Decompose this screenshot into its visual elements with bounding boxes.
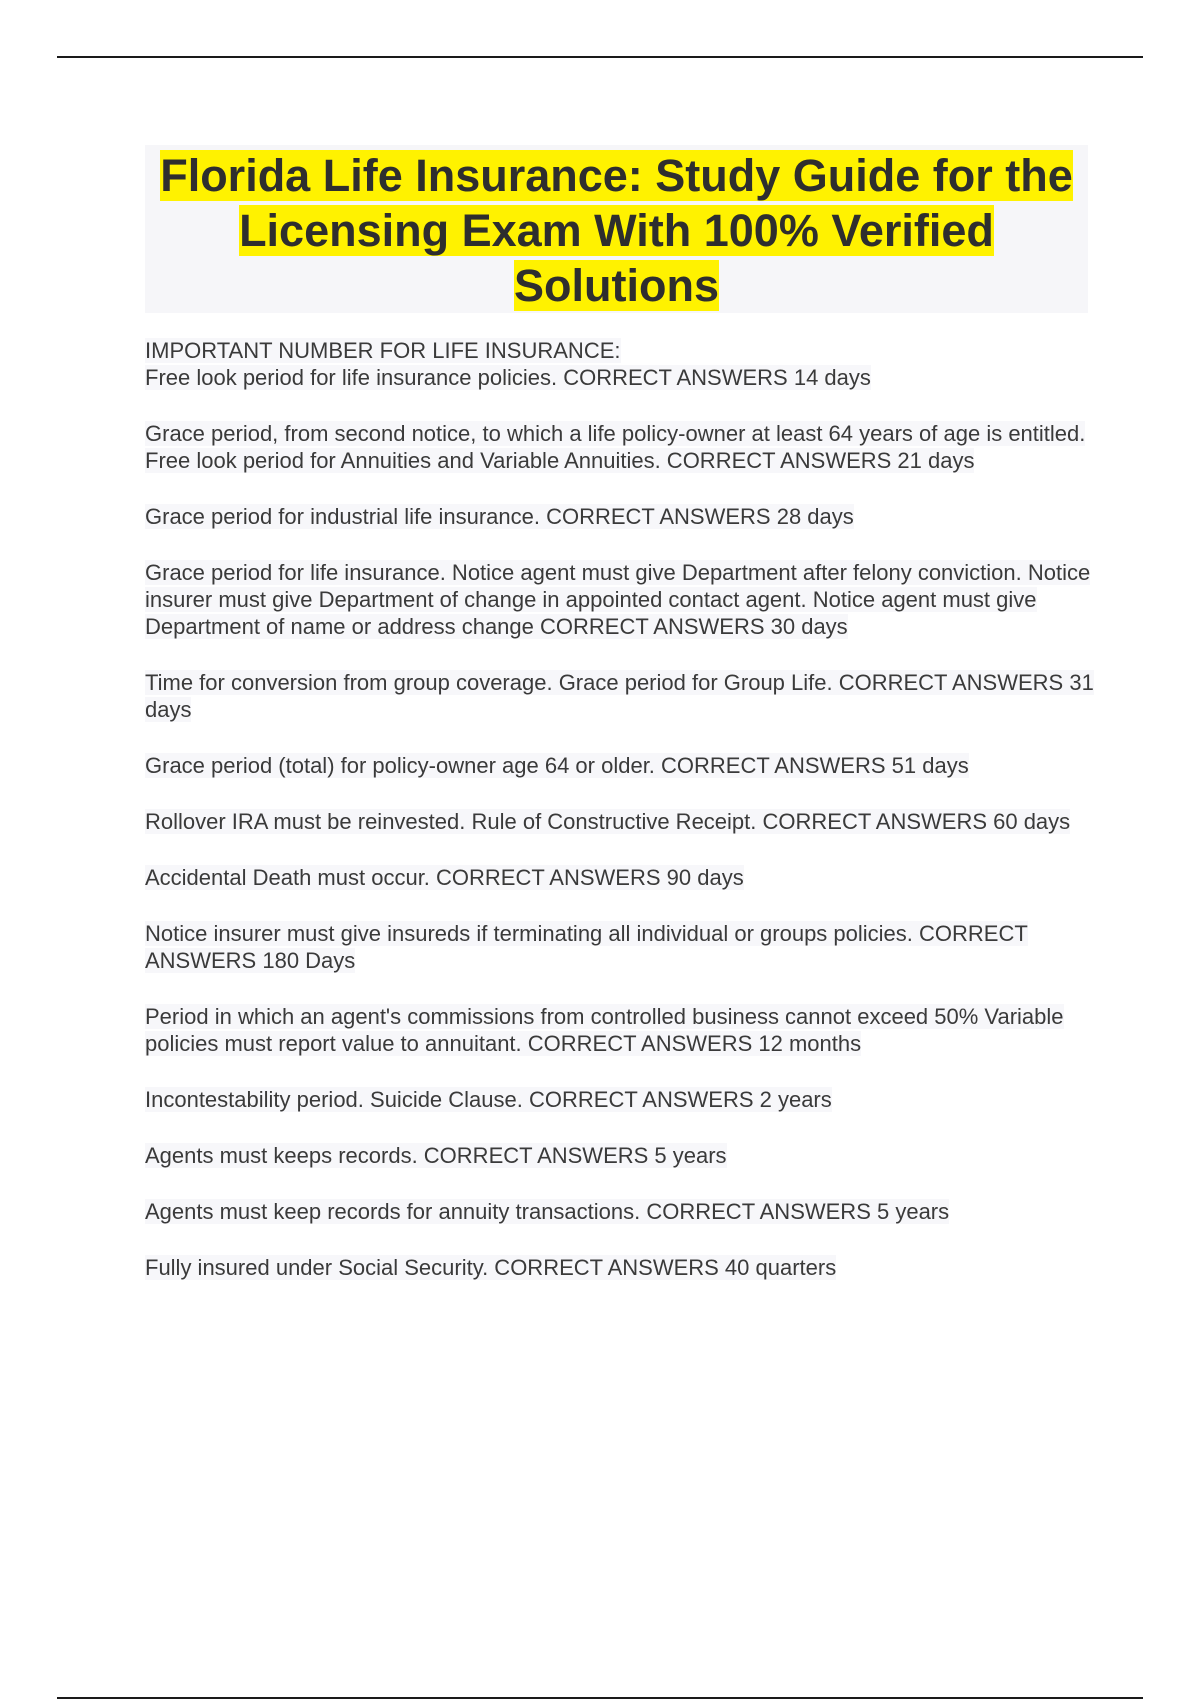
entry-text: Time for conversion from group coverage. Grace period for Group Life. CORRECT ANSWERS 31 days [145,670,1094,722]
entry-text: Grace period, from second notice, to which a life policy-owner at least 64 years of age is entitled. Free look period for Annuities and Variable Annuities. CORRECT ANSWERS 21 days [145,421,1086,473]
entry-paragraph [145,503,1095,530]
entry-paragraph [145,364,1095,391]
entry-text: Period in which an agent's commissions from controlled business cannot exceed 50% Variable policies must report value to annuitant. CORRECT ANSWERS 12 months [145,1004,1064,1056]
entry-text: Grace period for life insurance. Notice agent must give Department after felony conviction. Notice insurer must give Department of change in appointed contact agent. Notice agent must give Department of name or address change CORRECT ANSWERS 30 days [145,560,1091,639]
entry-paragraph [145,559,1095,640]
entry-paragraph [145,420,1095,474]
entry-text: Accidental Death must occur. CORRECT ANSWERS 90 days [145,865,744,890]
entry-paragraph [145,864,1095,891]
entry-paragraph [145,752,1095,779]
section-heading-text: IMPORTANT NUMBER FOR LIFE INSURANCE: [145,338,621,363]
entry-text: Agents must keeps records. CORRECT ANSWERS 5 years [145,1143,727,1168]
entry-text: Grace period for industrial life insurance. CORRECT ANSWERS 28 days [145,504,854,529]
entry-paragraph [145,920,1095,974]
entry-paragraph [145,1254,1095,1281]
entry-text: Grace period (total) for policy-owner age 64 or older. CORRECT ANSWERS 51 days [145,753,969,778]
entry-text: Agents must keep records for annuity transactions. CORRECT ANSWERS 5 years [145,1199,950,1224]
entry-text: Free look period for life insurance policies. CORRECT ANSWERS 14 days [145,365,871,390]
section-heading [145,337,1095,364]
document-body [145,337,1095,1310]
entry-paragraph [145,669,1095,723]
title-box [145,145,1088,313]
bottom-rule [57,1697,1143,1699]
top-rule [57,56,1143,58]
entry-text: Rollover IRA must be reinvested. Rule of Constructive Receipt. CORRECT ANSWERS 60 days [145,809,1071,834]
document-title-text: Florida Life Insurance: Study Guide for the Licensing Exam With 100% Verified Solutions [160,150,1073,311]
entry-text: Notice insurer must give insureds if terminating all individual or groups policies. CORRECT ANSWERS 180 Days [145,921,1028,973]
entry-paragraph [145,1198,1095,1225]
entry-paragraph [145,808,1095,835]
entry-text: Fully insured under Social Security. CORRECT ANSWERS 40 quarters [145,1255,837,1280]
entry-paragraph [145,1086,1095,1113]
document-title [145,145,1088,313]
entry-paragraph [145,1142,1095,1169]
entry-text: Incontestability period. Suicide Clause. CORRECT ANSWERS 2 years [145,1087,832,1112]
entry-paragraph [145,1003,1095,1057]
